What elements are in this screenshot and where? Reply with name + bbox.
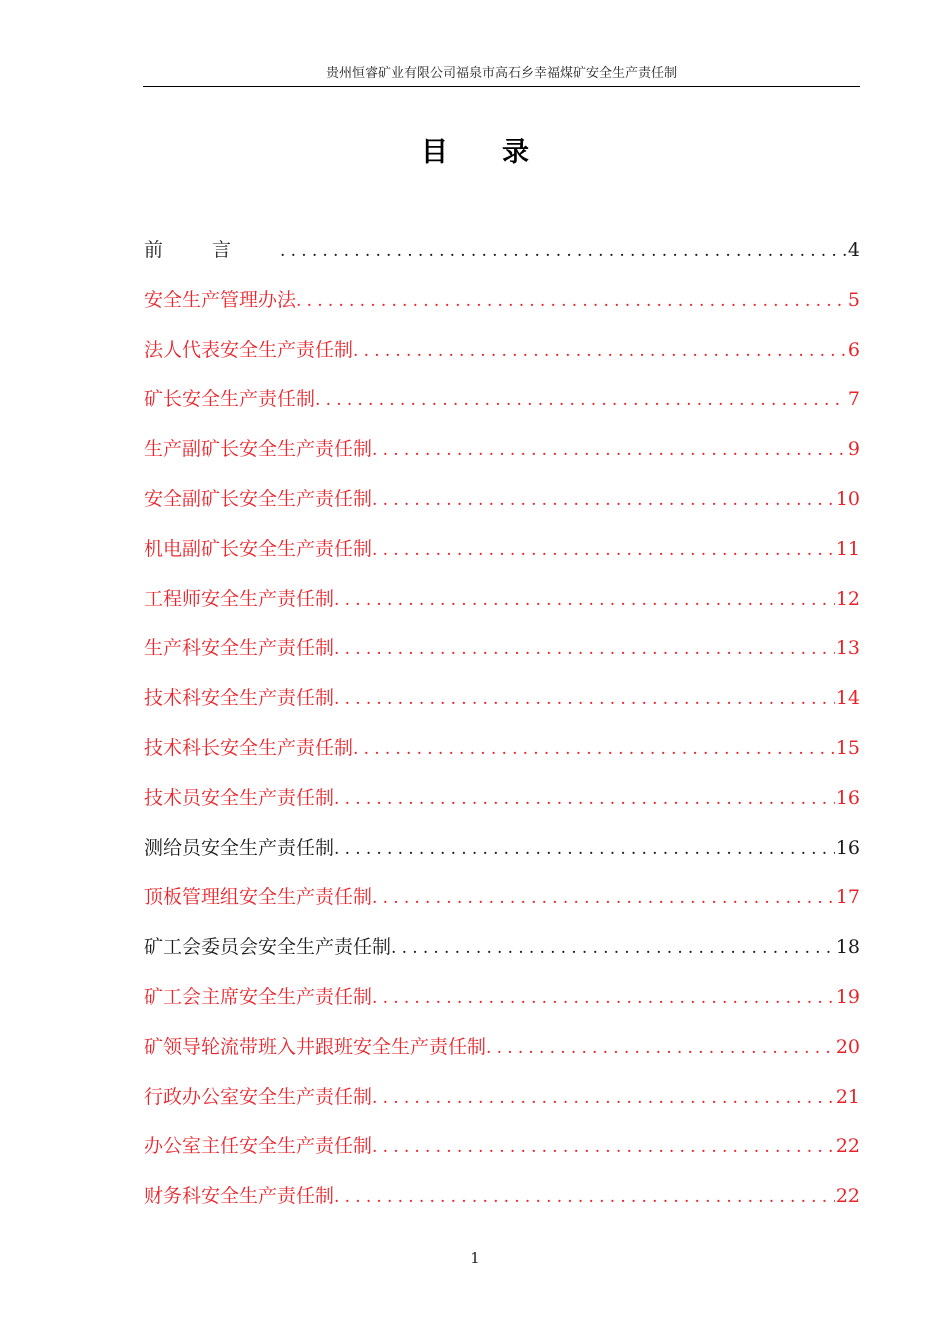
page-header: 贵州恒睿矿业有限公司福泉市高石乡幸福煤矿安全生产责任制 — [143, 64, 860, 87]
toc-leader-dots — [372, 436, 847, 464]
toc-entry-page: 11 — [835, 537, 860, 560]
toc-leader-dots — [334, 785, 835, 813]
toc-leader-dots — [372, 536, 835, 564]
toc-entry[interactable] — [144, 336, 860, 386]
toc-entry[interactable] — [144, 535, 860, 585]
toc-leader-dots — [334, 586, 835, 614]
toc-title: 目录 — [421, 137, 583, 168]
toc-leader-dots — [372, 1084, 835, 1112]
toc-leader-dots — [486, 1034, 835, 1062]
toc-entry-page: 16 — [835, 836, 860, 859]
toc-entry-page: 21 — [835, 1085, 860, 1108]
toc-entry-page: 22 — [835, 1185, 860, 1208]
toc-entry-page: 18 — [835, 936, 860, 959]
toc-entry-page: 5 — [847, 288, 860, 311]
toc-entry-label: 技术科安全生产责任制 — [144, 687, 335, 710]
toc-entry[interactable] — [144, 286, 860, 336]
toc-entry-label: 生产科安全生产责任制 — [144, 637, 335, 660]
toc-entry-label: 前言 — [144, 239, 281, 261]
toc-entry[interactable] — [144, 385, 860, 435]
toc-leader-dots — [372, 984, 835, 1012]
toc-entry-label: 测给员安全生产责任制 — [144, 836, 335, 859]
toc-entry-page: 12 — [835, 587, 860, 610]
toc-entry-label: 机电副矿长安全生产责任制 — [144, 537, 373, 560]
toc-entry-label: 矿长安全生产责任制 — [144, 388, 316, 411]
toc-entry-label: 矿领导轮流带班入井跟班安全生产责任制 — [144, 1035, 487, 1058]
toc-entry-page: 6 — [847, 338, 860, 361]
toc-entry-page: 9 — [847, 438, 860, 461]
toc-leader-dots — [296, 287, 847, 315]
toc-entry-label: 财务科安全生产责任制 — [144, 1185, 335, 1208]
toc-leader-dots — [334, 1183, 835, 1211]
toc-entry[interactable] — [144, 933, 860, 983]
table-of-contents — [144, 236, 860, 1232]
toc-entry[interactable] — [144, 485, 860, 535]
toc-leader-dots — [353, 735, 835, 763]
toc-entry-label: 行政办公室安全生产责任制 — [144, 1085, 373, 1108]
toc-entry-label: 安全生产管理办法 — [144, 288, 297, 311]
toc-leader-dots — [280, 237, 847, 265]
toc-entry-label: 法人代表安全生产责任制 — [144, 338, 354, 361]
page-number: 1 — [470, 1249, 480, 1267]
toc-entry-label: 技术科长安全生产责任制 — [144, 736, 354, 759]
toc-entry[interactable] — [144, 435, 860, 485]
toc-entry-page: 7 — [847, 388, 860, 411]
toc-entry-page: 16 — [835, 786, 860, 809]
toc-entry-page: 20 — [835, 1035, 860, 1058]
toc-entry-page: 22 — [835, 1135, 860, 1158]
toc-entry[interactable] — [144, 834, 860, 884]
toc-entry-label: 矿工会委员会安全生产责任制 — [144, 936, 392, 959]
toc-leader-dots — [353, 337, 847, 365]
toc-entry-label: 生产副矿长安全生产责任制 — [144, 438, 373, 461]
toc-entry[interactable] — [144, 1083, 860, 1133]
toc-leader-dots — [372, 486, 835, 514]
toc-entry-label: 工程师安全生产责任制 — [144, 587, 335, 610]
toc-entry-page: 4 — [847, 239, 860, 261]
toc-entry[interactable] — [144, 684, 860, 734]
toc-entry-label: 顶板管理组安全生产责任制 — [144, 886, 373, 909]
toc-entry-label: 矿工会主席安全生产责任制 — [144, 985, 373, 1008]
toc-entry[interactable] — [144, 236, 860, 286]
toc-entry[interactable] — [144, 585, 860, 635]
toc-entry-label: 安全副矿长安全生产责任制 — [144, 487, 373, 510]
toc-entry[interactable] — [144, 1182, 860, 1232]
toc-leader-dots — [334, 835, 835, 863]
toc-leader-dots — [315, 386, 847, 414]
toc-leader-dots — [372, 884, 835, 912]
toc-leader-dots — [372, 1133, 835, 1161]
toc-entry[interactable] — [144, 734, 860, 784]
toc-entry-label: 技术员安全生产责任制 — [144, 786, 335, 809]
toc-entry[interactable] — [144, 1132, 860, 1182]
toc-leader-dots — [334, 635, 835, 663]
toc-entry[interactable] — [144, 983, 860, 1033]
toc-entry[interactable] — [144, 634, 860, 684]
toc-leader-dots — [391, 934, 835, 962]
toc-entry[interactable] — [144, 784, 860, 834]
toc-entry-page: 10 — [835, 487, 860, 510]
toc-entry[interactable] — [144, 883, 860, 933]
toc-leader-dots — [334, 685, 835, 713]
toc-entry-label: 办公室主任安全生产责任制 — [144, 1135, 373, 1158]
toc-entry[interactable] — [144, 1033, 860, 1083]
toc-entry-page: 14 — [835, 687, 860, 710]
toc-entry-page: 13 — [835, 637, 860, 660]
toc-entry-page: 17 — [835, 886, 860, 909]
toc-entry-page: 19 — [835, 985, 860, 1008]
toc-entry-page: 15 — [835, 736, 860, 759]
